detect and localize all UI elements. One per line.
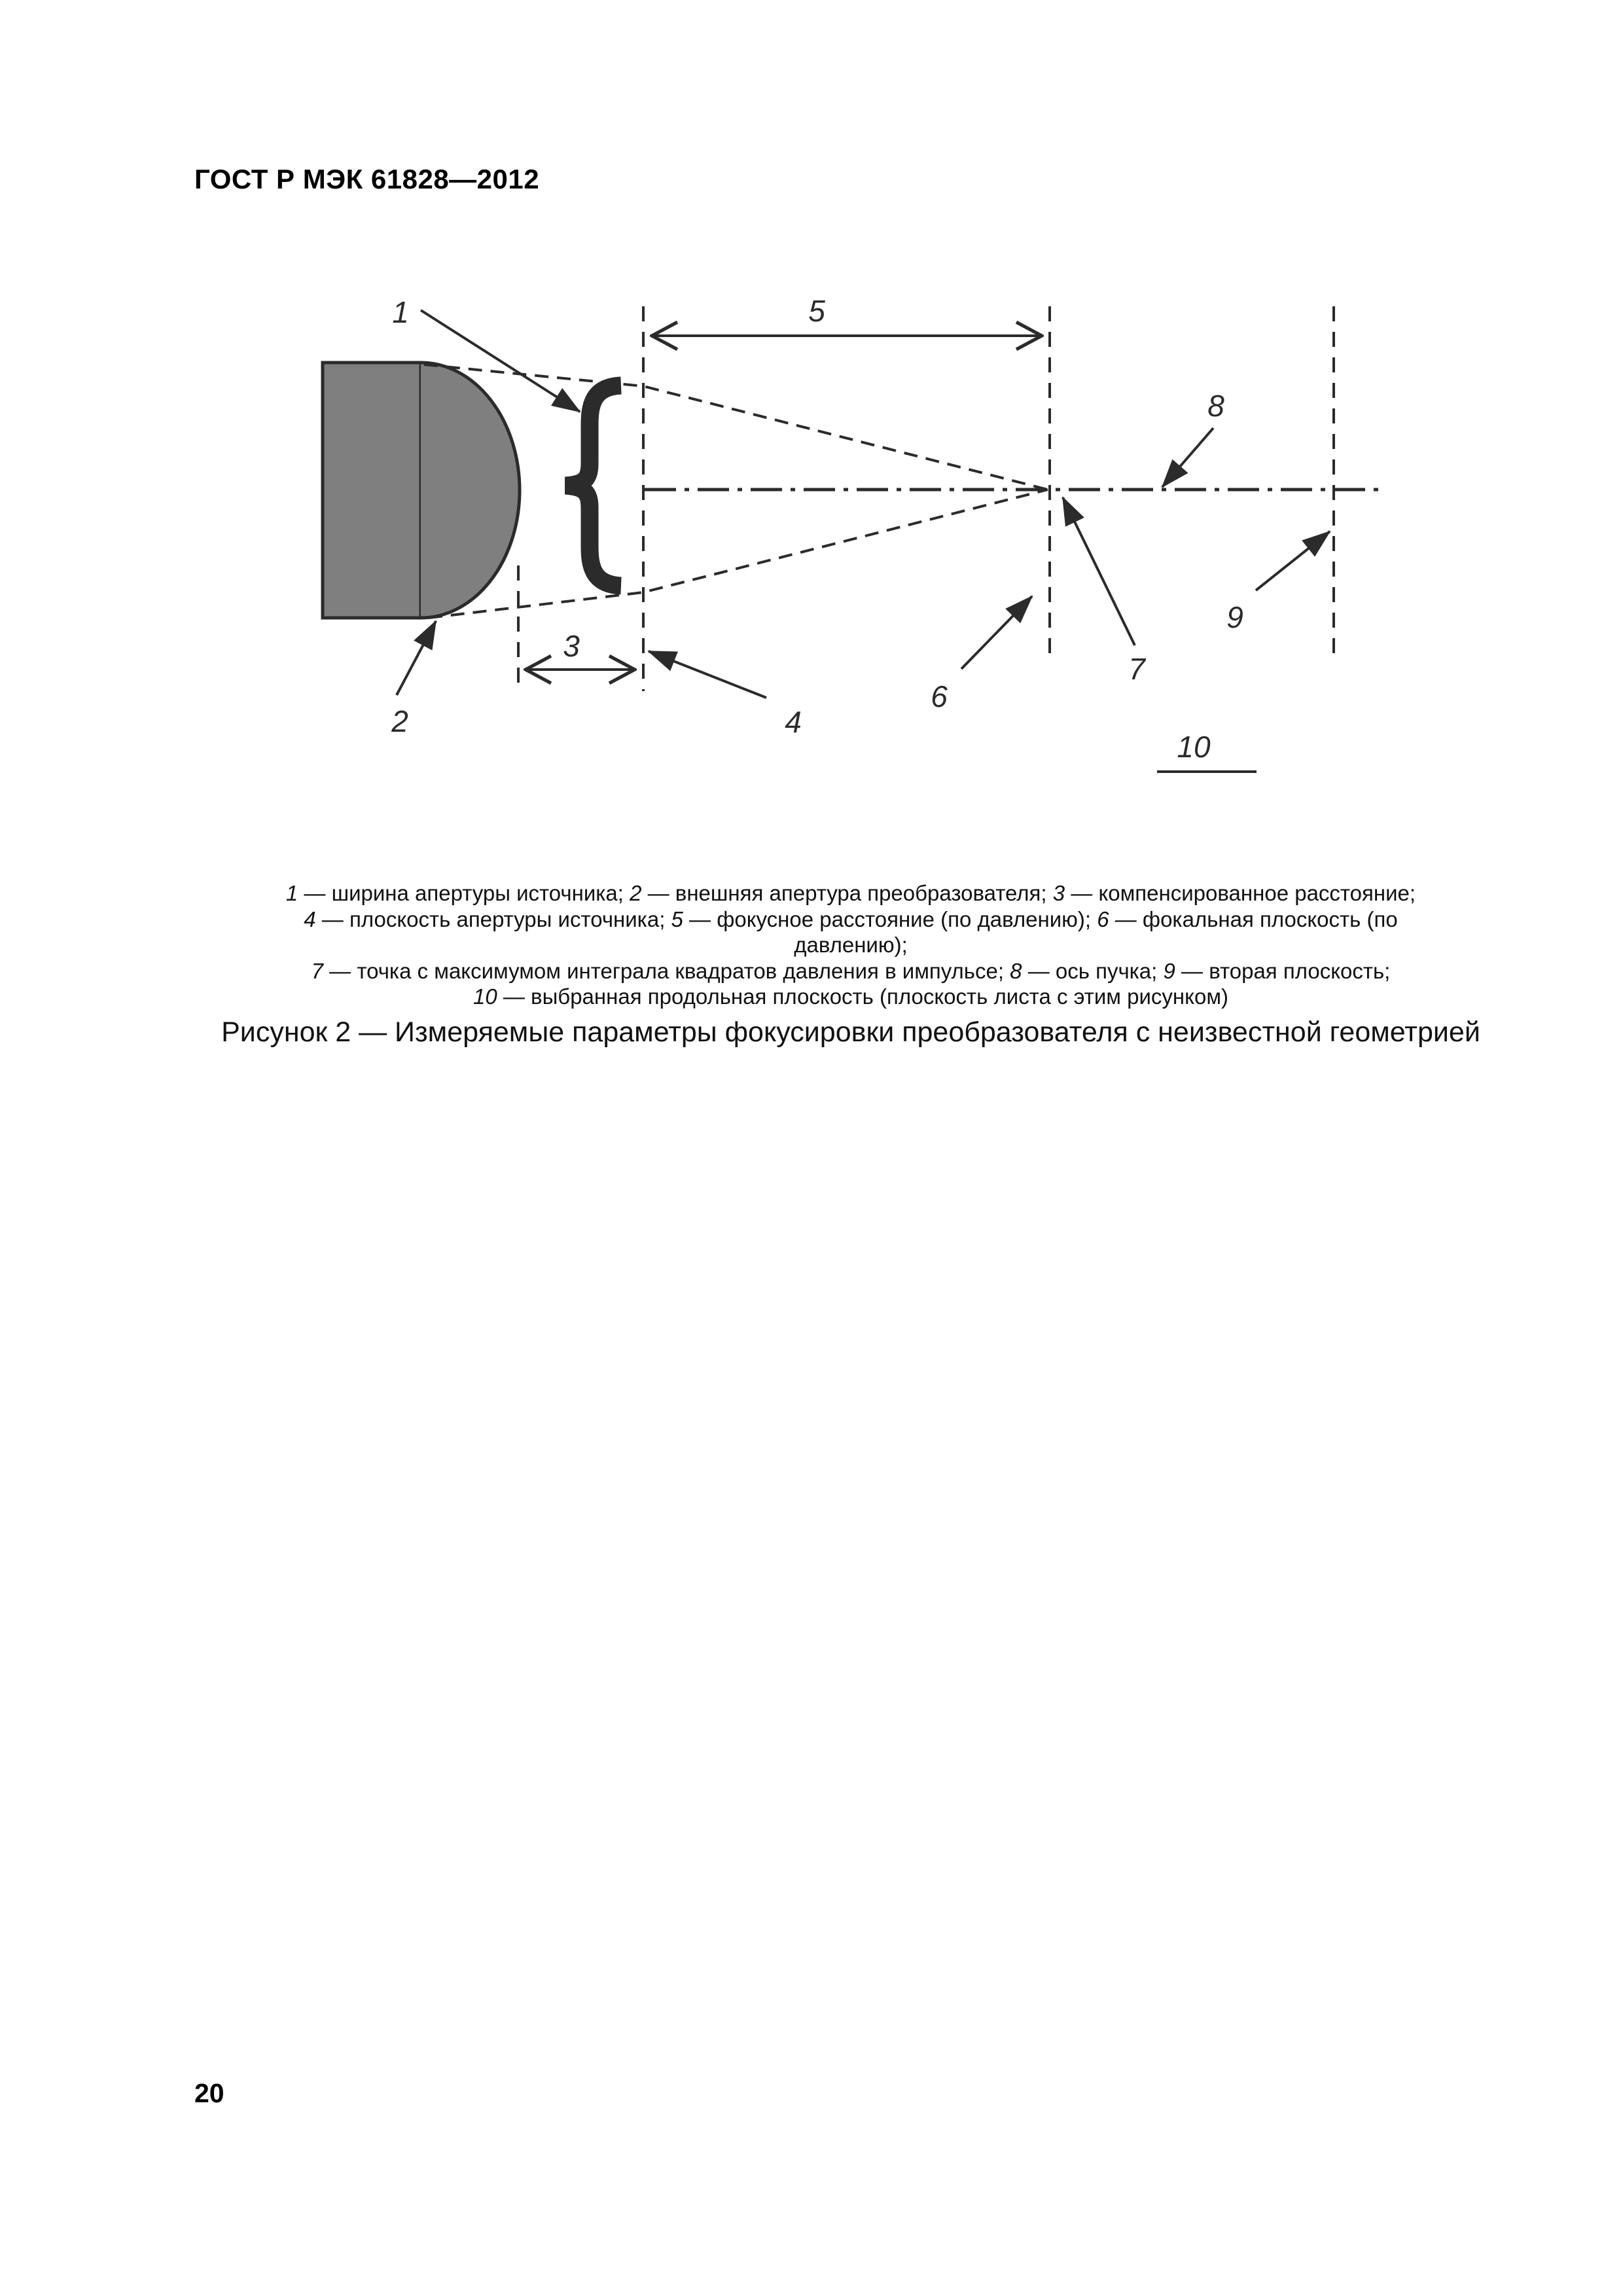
- figure-caption-line: 1 — ширина апертуры источника; 2 — внешняя апертура преобразователя; 3 — компенсированное расстояние;: [285, 881, 1416, 905]
- transducer-shape: [323, 363, 520, 618]
- figure-label-8: 8: [1207, 389, 1224, 423]
- figure-caption-line: 4 — плоскость апертуры источника; 5 — фокусное расстояние (по давлению); 6 — фокальная плоскость (по давлению);: [304, 906, 1398, 957]
- figure-label-5: 5: [808, 294, 825, 328]
- figure-caption: [275, 880, 1427, 1010]
- figure-label-3: 3: [563, 629, 580, 663]
- leader-9: [1256, 531, 1330, 590]
- figure-label-4: 4: [785, 705, 802, 739]
- figure-label-9: 9: [1226, 600, 1243, 634]
- leader-6: [961, 596, 1032, 669]
- figure-label-10: 10: [1177, 730, 1211, 764]
- figure-label-2: 2: [391, 704, 408, 738]
- figure-label-1: 1: [392, 295, 409, 329]
- leader-7: [1063, 497, 1135, 645]
- page-number: 20: [194, 2078, 224, 2108]
- lower-aperture-ray: [429, 490, 1048, 618]
- leader-4: [649, 651, 766, 698]
- figure-label-6: 6: [931, 679, 948, 713]
- figure-caption-line: 10 — выбранная продольная плоскость (плоскость листа с этим рисунком): [473, 984, 1228, 1009]
- aperture-brace: [565, 386, 621, 586]
- leader-8: [1162, 428, 1213, 487]
- figure-title: Рисунок 2 — Измеряемые параметры фокусировки преобразователя с неизвестной геометрией: [221, 1016, 1480, 1048]
- leader-2: [397, 621, 436, 695]
- figure-caption-line: 7 — точка с максимумом интеграла квадратов давления в импульсе; 8 — ось пучка; 9 — вторая плоскость;: [311, 958, 1391, 983]
- figure-diagram: [0, 0, 1623, 851]
- page-header: ГОСТ Р МЭК 61828—2012: [194, 164, 540, 194]
- figure-label-7: 7: [1128, 652, 1145, 686]
